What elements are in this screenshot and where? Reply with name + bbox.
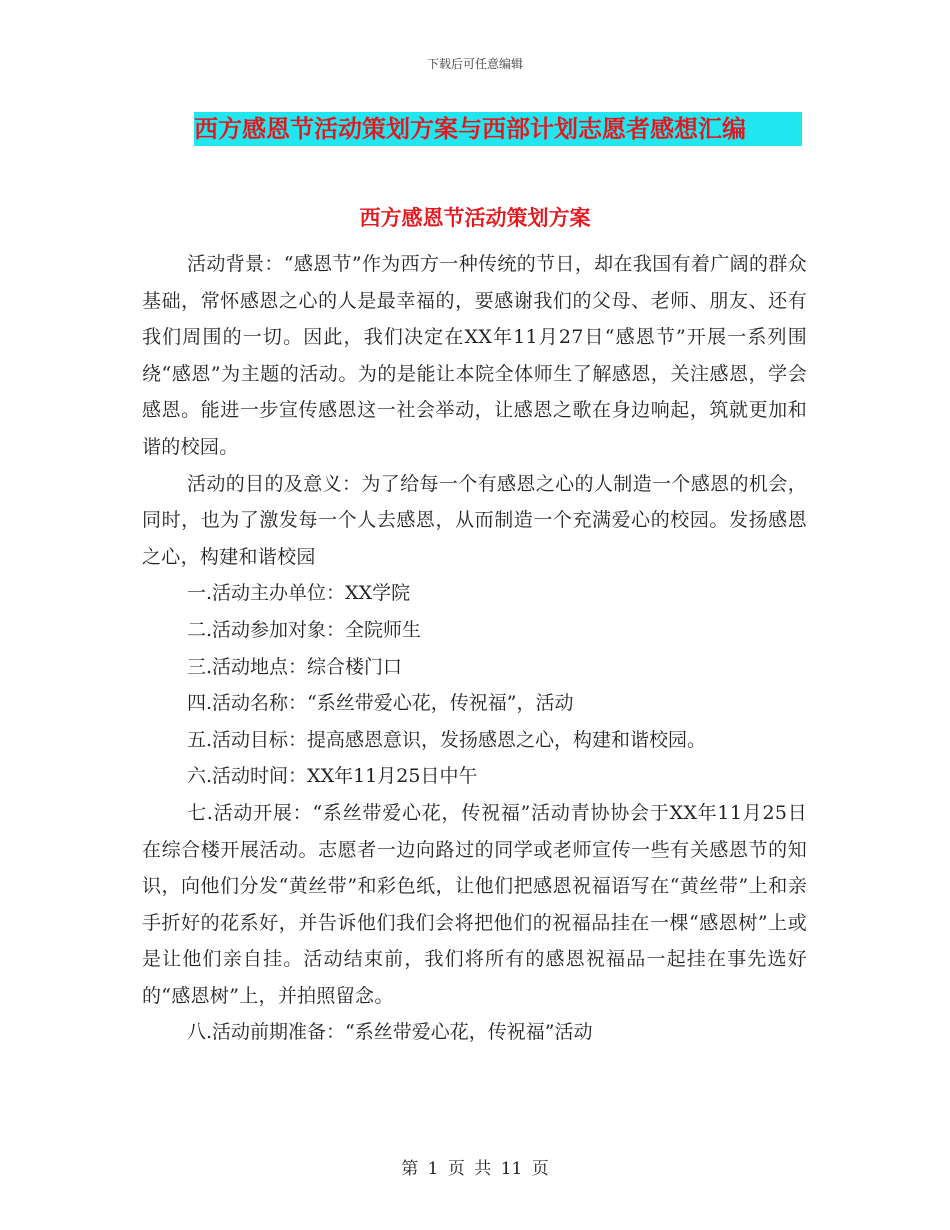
paragraph-background: 活动背景：“感恩节”作为西方一种传统的节日，却在我国有着广阔的群众基础，常怀感恩之心的人是最幸福的，要感谢我们的父母、老师、朋友、还有我们周围的一切。因此，我们决定在XX年11月27日“感恩节”开展一系列围绕“感恩”为主题的活动。为的是能让本院全体师生了解感恩，关注感恩，学会感恩。能进一步宣传感恩这一社会举动，让感恩之歌在身边响起，筑就更加和谐的校园。 <box>142 253 807 458</box>
section-title: 西方感恩节活动策划方案 <box>359 205 591 230</box>
paragraph-activity: 七.活动开展：“系丝带爱心花，传祝福”活动青协协会于XX年11月25日在综合楼开展活动。志愿者一边向路过的同学或老师宣传一些有关感恩节的知识，向他们分发“黄丝带”和彩色纸，让他们把感恩祝福语写在“黄丝带”上和亲手折好的花系好，并告诉他们我们会将把他们的祝福品挂在一棵“感恩树”上或是让他们亲自挂。活动结束前，我们将所有的感恩祝福品一起挂在事先选好的“感恩树”上，并拍照留念。 <box>142 801 807 1007</box>
page-footer: 第 1 页 共 11 页 <box>401 1159 549 1179</box>
document-body <box>142 246 807 1051</box>
list-item-time: 六.活动时间：XX年11月25日中午 <box>187 765 478 788</box>
list-item-goal: 五.活动目标：提高感恩意识，发扬感恩之心，构建和谐校园。 <box>187 728 707 751</box>
list-item-organizer: 一.活动主办单位：XX学院 <box>187 582 411 605</box>
list-item-participants: 二.活动参加对象：全院师生 <box>187 618 422 641</box>
paragraph-purpose: 活动的目的及意义：为了给每一个有感恩之心的人制造一个感恩的机会，同时，也为了激发每一个人去感恩，从而制造一个充满爱心的校园。发扬感恩之心，构建和谐校园 <box>142 472 807 568</box>
document-title: 西方感恩节活动策划方案与西部计划志愿者感想汇编 <box>194 114 746 143</box>
document-title-banner <box>194 112 802 146</box>
list-item-name: 四.活动名称：“系丝带爱心花，传祝福”，活动 <box>187 692 574 715</box>
header-note: 下载后可任意编辑 <box>426 57 523 71</box>
list-item-preparation: 八.活动前期准备：“系丝带爱心花，传祝福”活动 <box>187 1021 593 1044</box>
list-item-location: 三.活动地点：综合楼门口 <box>187 655 403 678</box>
